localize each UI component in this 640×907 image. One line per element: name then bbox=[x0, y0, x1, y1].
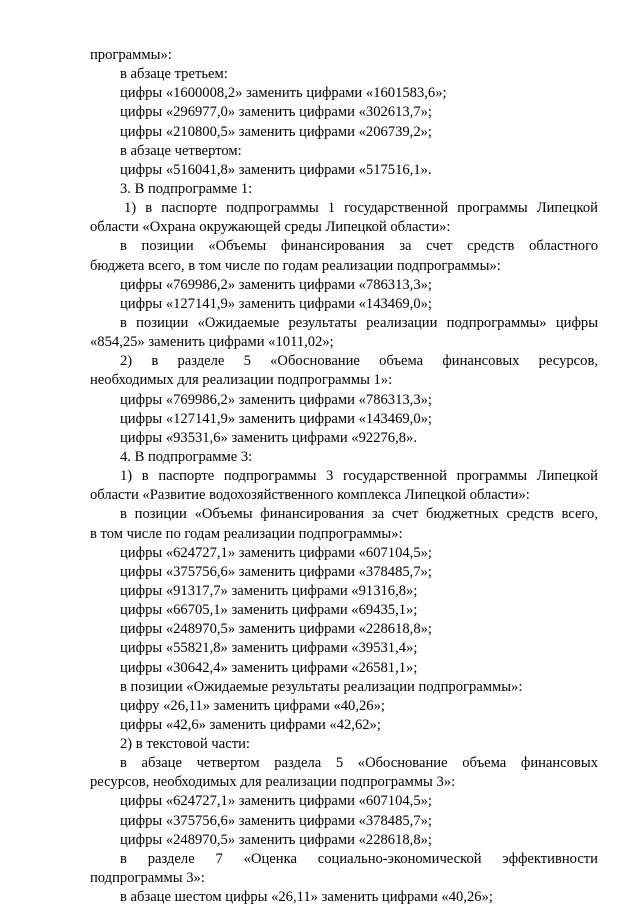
text-line: цифры «91317,7» заменить цифрами «91316,8»; bbox=[120, 582, 418, 599]
text-line: цифры «127141,9» заменить цифрами «143469,0»; bbox=[120, 295, 432, 312]
text-line: цифры «66705,1» заменить цифрами «69435,1»; bbox=[120, 602, 418, 619]
text-line: 2) в разделе 5 «Обоснование объема финансовых ресурсов, bbox=[120, 353, 598, 370]
text-line: цифры «296977,0» заменить цифрами «302613,7»; bbox=[120, 104, 432, 121]
text-line: цифры «127141,9» заменить цифрами «143469,0»; bbox=[120, 410, 432, 427]
text-line: цифры «624727,1» заменить цифрами «607104,5»; bbox=[120, 793, 432, 810]
text-line: «854,25» заменить цифрами «1011,02»; bbox=[90, 334, 334, 351]
text-line: цифры «248970,5» заменить цифрами «228618,8»; bbox=[120, 831, 432, 848]
text-line: в том числе по годам реализации подпрограммы»: bbox=[90, 525, 403, 542]
text-line: в абзаце шестом цифры «26,11» заменить цифрами «40,26»; bbox=[120, 889, 493, 906]
text-line: цифры «624727,1» заменить цифрами «607104,5»; bbox=[120, 544, 432, 561]
text-line: в позиции «Ожидаемые результаты реализации подпрограммы»: bbox=[120, 678, 523, 695]
text-line: 1) в паспорте подпрограммы 3 государственной программы Липецкой bbox=[120, 468, 598, 485]
text-line: в абзаце четвертом раздела 5 «Обоснование объема финансовых bbox=[120, 755, 598, 772]
text-line: в позиции «Объемы финансирования за счет бюджетных средств всего, bbox=[120, 506, 598, 523]
text-line: цифры «769986,2» заменить цифрами «786313,3»; bbox=[120, 391, 432, 408]
text-line: цифры «55821,8» заменить цифрами «39531,4»; bbox=[120, 640, 418, 657]
text-line: в абзаце третьем: bbox=[120, 66, 228, 83]
text-line: 1) в паспорте подпрограммы 1 государственной программы Липецкой bbox=[124, 200, 598, 217]
text-line: программы»: bbox=[90, 47, 172, 63]
text-line: цифры «93531,6» заменить цифрами «92276,8». bbox=[120, 429, 417, 446]
text-line: цифры «375756,6» заменить цифрами «378485,7»; bbox=[120, 812, 432, 829]
text-line: цифры «1600008,2» заменить цифрами «1601583,6»; bbox=[120, 85, 447, 102]
text-line: в абзаце четвертом: bbox=[120, 142, 242, 159]
text-line: цифры «375756,6» заменить цифрами «378485,7»; bbox=[120, 563, 432, 580]
text-line: цифру «26,11» заменить цифрами «40,26»; bbox=[120, 697, 385, 714]
text-line: цифры «769986,2» заменить цифрами «786313,3»; bbox=[120, 276, 432, 293]
text-line: цифры «30642,4» заменить цифрами «26581,1»; bbox=[120, 659, 418, 676]
text-line: необходимых для реализации подпрограммы 1»: bbox=[90, 372, 393, 389]
text-line: подпрограммы 3»: bbox=[90, 870, 205, 887]
text-line: бюджета всего, в том числе по годам реализации подпрограммы»: bbox=[90, 257, 501, 274]
text-line: области «Охрана окружающей среды Липецкой области»: bbox=[90, 219, 451, 236]
text-line: ресурсов, необходимых для реализации подпрограммы 3»: bbox=[90, 774, 456, 791]
text-line: цифры «42,6» заменить цифрами «42,62»; bbox=[120, 716, 381, 733]
text-line: цифры «248970,5» заменить цифрами «228618,8»; bbox=[120, 621, 432, 638]
text-line: области «Развитие водохозяйственного комплекса Липецкой области»: bbox=[90, 487, 530, 504]
section-heading: 3. В подпрограмме 1: bbox=[120, 180, 253, 197]
section-heading: 4. В подпрограмме 3: bbox=[120, 448, 253, 465]
text-line: цифры «516041,8» заменить цифрами «517516,1». bbox=[120, 161, 432, 178]
document-body bbox=[90, 46, 598, 907]
text-line: в позиции «Объемы финансирования за счет средств областного bbox=[120, 238, 598, 255]
text-line: в разделе 7 «Оценка социально-экономической эффективности bbox=[120, 850, 598, 867]
text-line: в позиции «Ожидаемые результаты реализации подпрограммы» цифры bbox=[120, 314, 598, 331]
text-line: 2) в текстовой части: bbox=[120, 736, 250, 753]
text-line: цифры «210800,5» заменить цифрами «206739,2»; bbox=[120, 123, 432, 140]
